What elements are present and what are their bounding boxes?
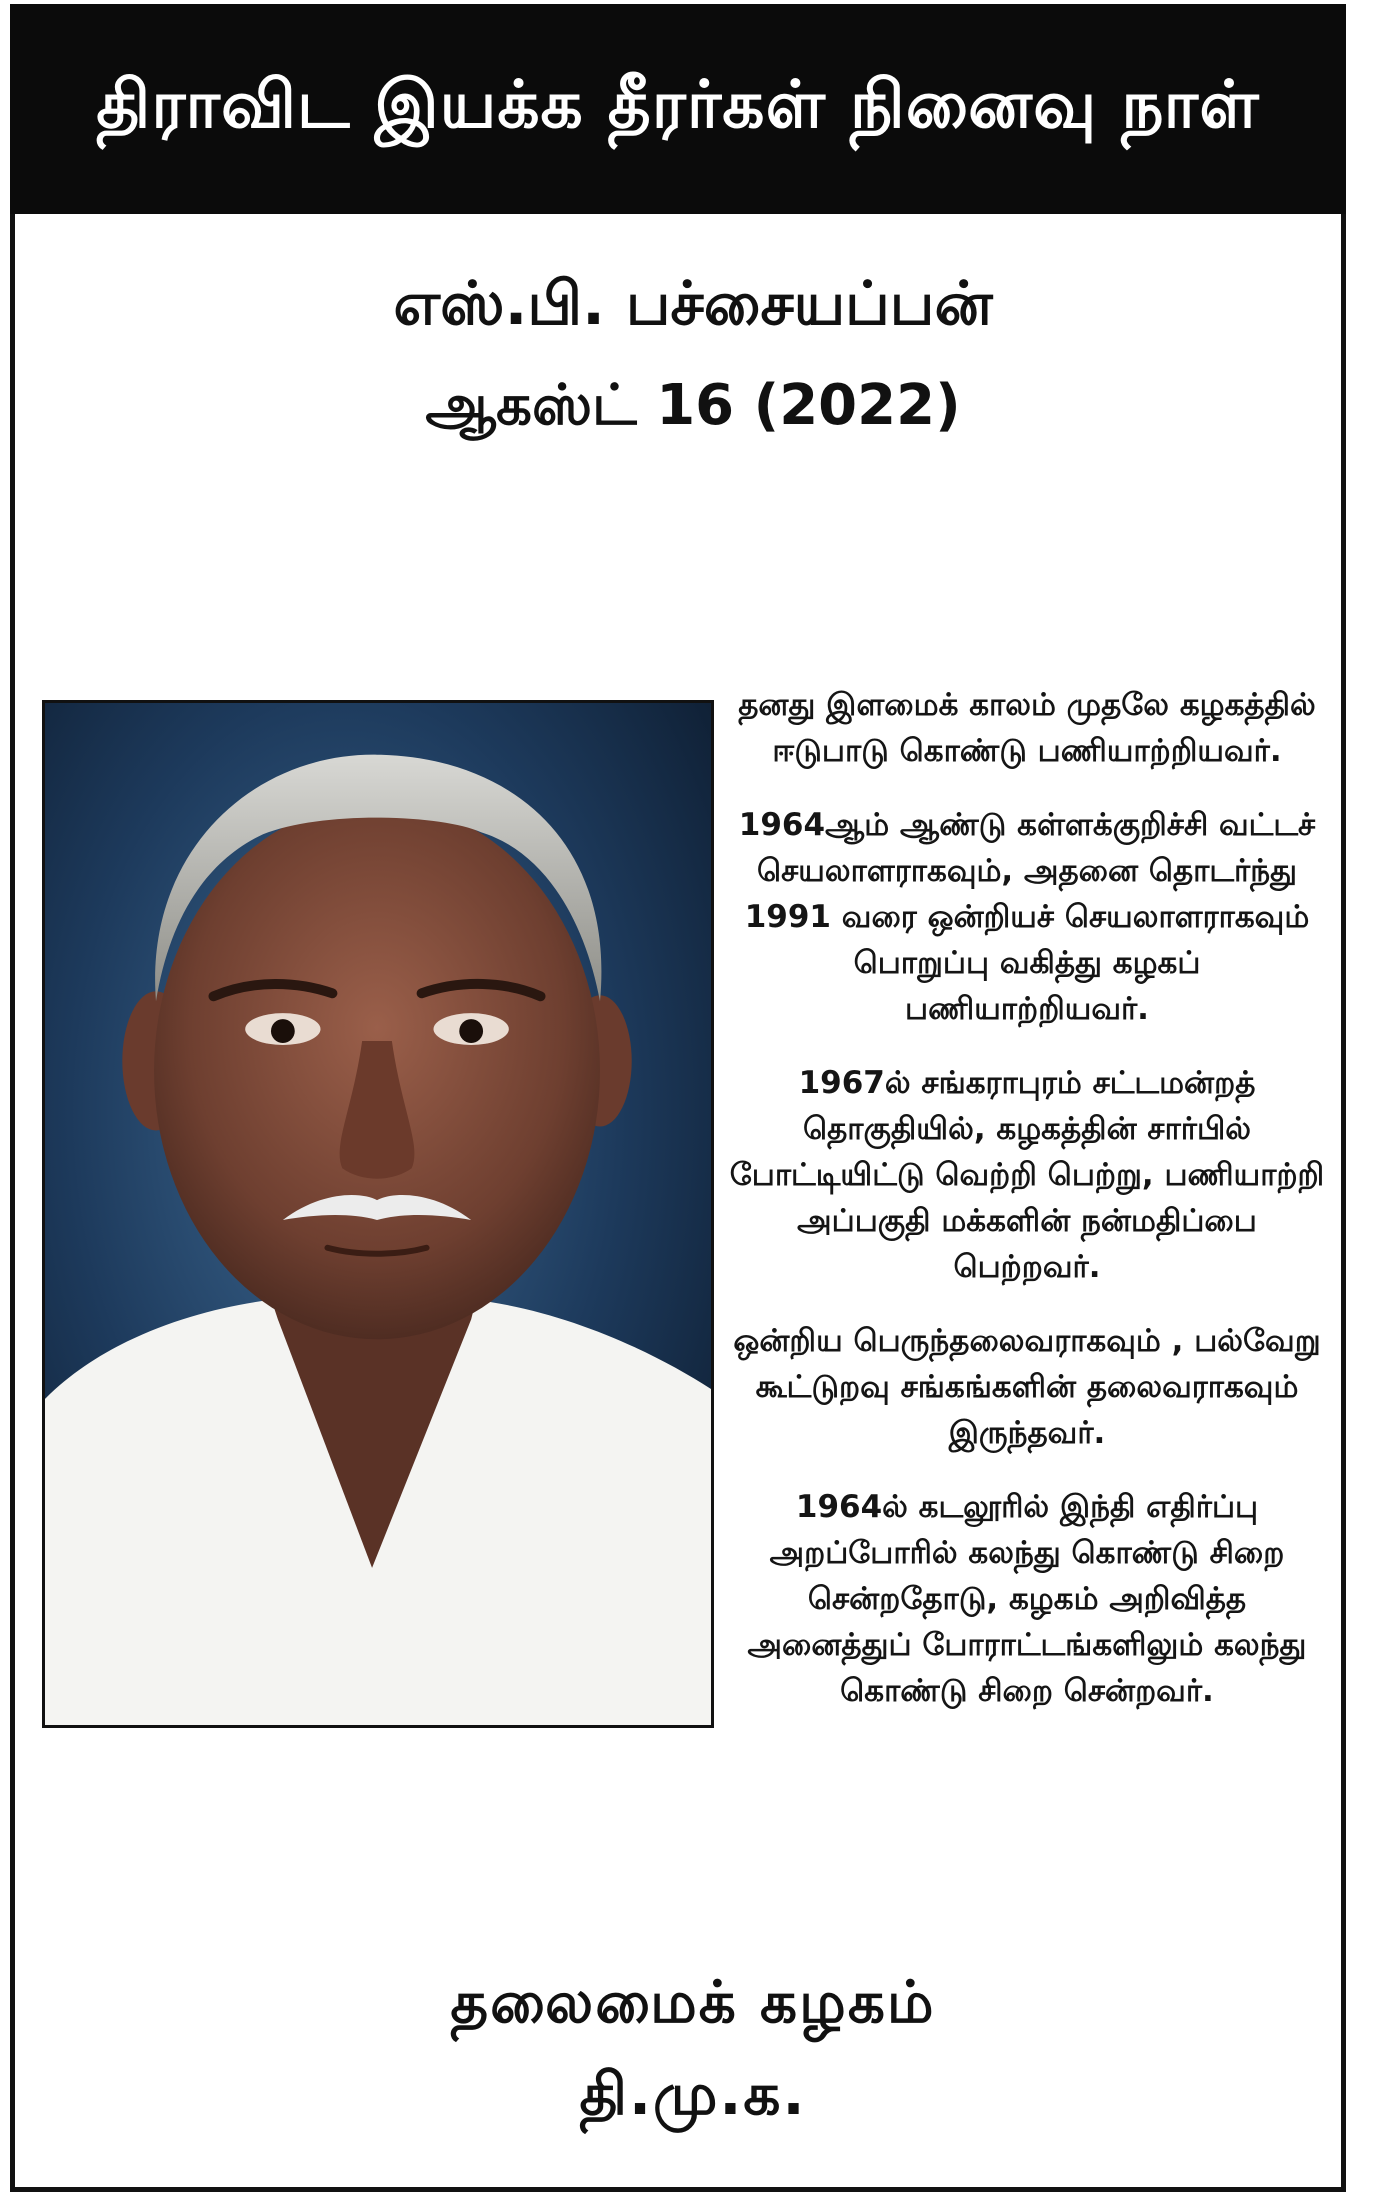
bio-paragraph: தனது இளமைக் காலம் முதலே கழகத்தில் ஈடுபாடு கொண்டு பணியாற்றியவர்.: [738, 687, 1316, 769]
portrait-illustration: [45, 703, 711, 1725]
portrait-photo: [42, 700, 714, 1728]
biography: [728, 682, 1326, 1742]
footer-organization: தலைமைக் கழகம்: [450, 1968, 936, 2036]
footer-party: தி.மு.க.: [579, 2060, 807, 2128]
person-name: எஸ்.பி. பச்சையப்பன்: [393, 269, 993, 339]
memorial-date: ஆகஸ்ட் 16 (2022): [425, 373, 961, 438]
bio-paragraph: ஒன்றிய பெருந்தலைவராகவும் , பல்வேறு கூட்டுறவு சங்கங்களின் தலைவராகவும் இருந்தவர்.: [733, 1323, 1321, 1451]
bio-paragraph: 1967ல் சங்கராபுரம் சட்டமன்றத் தொகுதியில், கழகத்தின் சார்பில் போட்டியிட்டு வெற்றி பெற்று, பணியாற்றி அப்பகுதி மக்களின் நன்மதிப்பை பெற்றவர்.: [729, 1065, 1325, 1285]
bio-paragraph: 1964ல் கடலூரில் இந்தி எதிர்ப்பு அறப்போரில் கலந்து கொண்டு சிறை சென்றதோடு, கழகம் அறிவித்த அனைத்துப் போராட்டங்களிலும் கலந்து கொண்டு சிறை சென்றவர்.: [747, 1489, 1307, 1709]
header-banner: [10, 4, 1346, 214]
banner-title: திராவிட இயக்க தீரர்கள் நினைவு நாள்: [96, 66, 1260, 143]
bio-paragraph: 1964ஆம் ஆண்டு கள்ளக்குறிச்சி வட்டச் செயலாளராகவும், அதனை தொடர்ந்து 1991 வரை ஒன்றியச் செயலாளராகவும் பொறுப்பு வகித்து கழகப் பணியாற்றியவர்.: [738, 807, 1316, 1027]
